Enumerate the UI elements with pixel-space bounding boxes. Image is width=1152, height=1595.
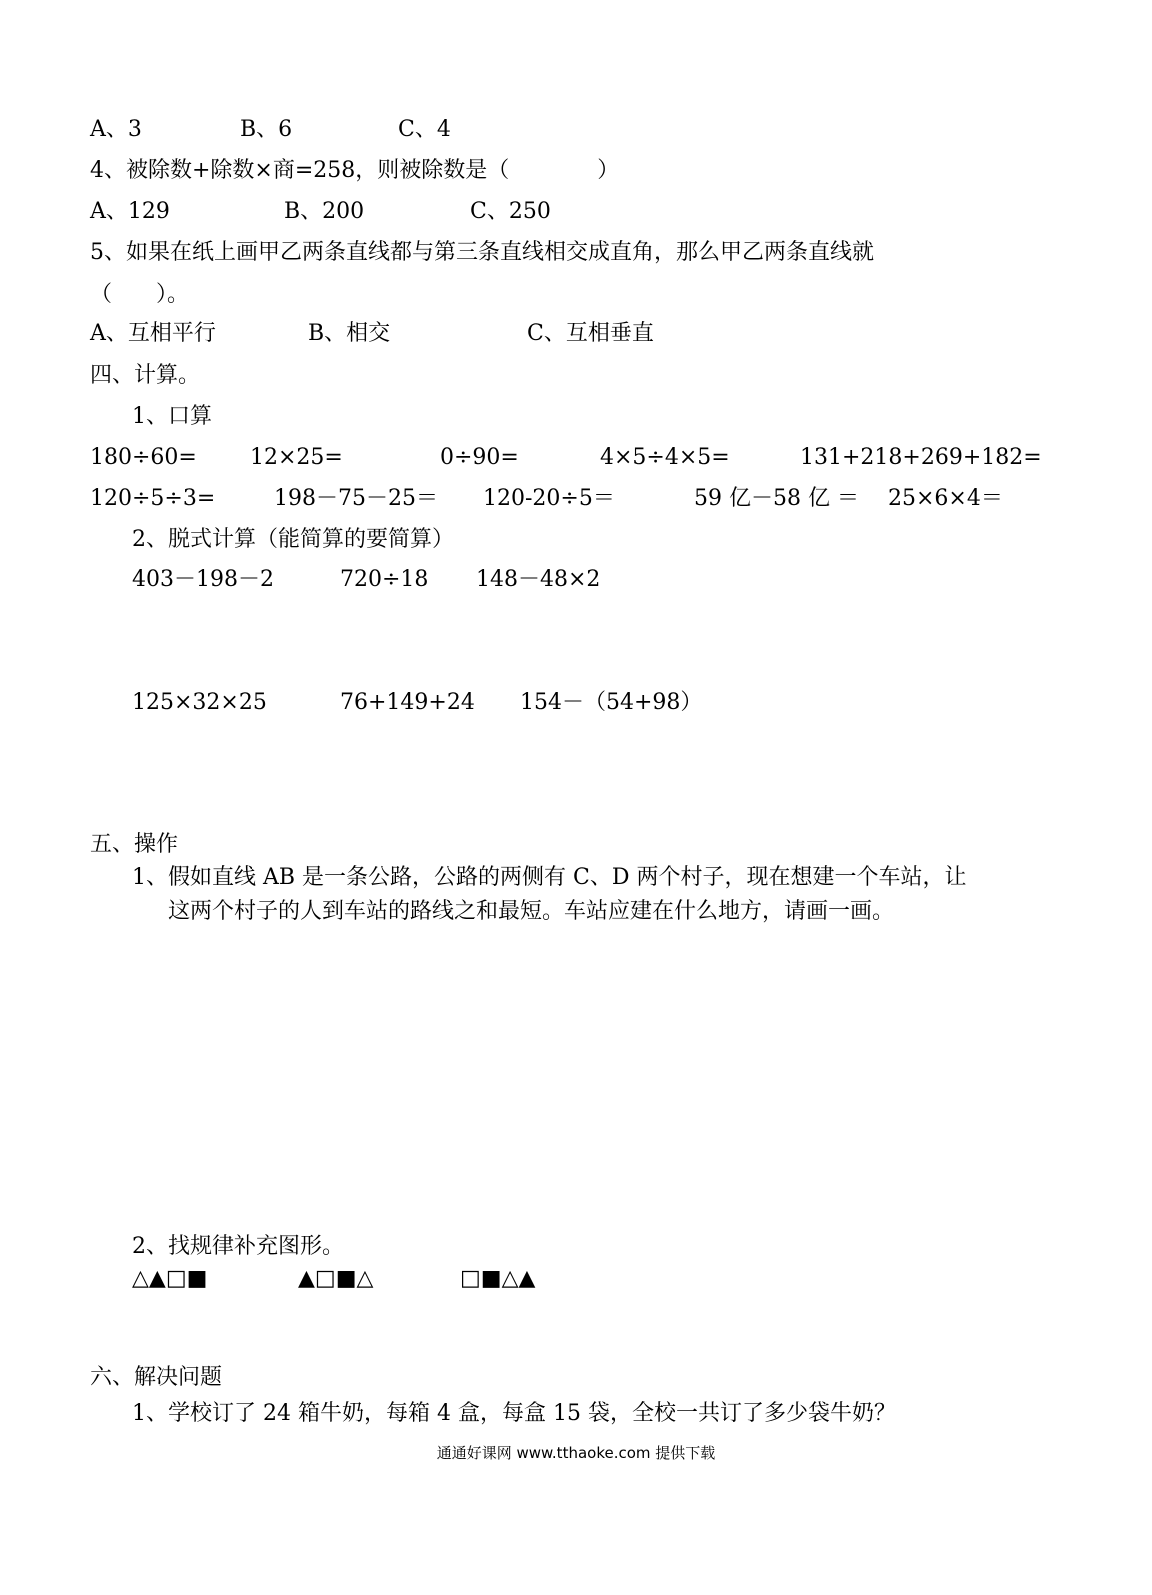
q3-option-c: C、4 xyxy=(398,117,451,142)
calc-problem: 148－48×2 xyxy=(476,567,601,592)
shape-pattern: ▲□■△ xyxy=(298,1266,374,1291)
section4-calc-heading: 2、脱式计算（能简算的要简算） xyxy=(132,527,454,552)
q4-stem: 4、被除数+除数×商=258，则被除数是（ ） xyxy=(90,158,620,183)
oral-problem: 131+218+269+182= xyxy=(800,445,1042,470)
q4-option-c: C、250 xyxy=(470,199,551,224)
q5-stem: 5、如果在纸上画甲乙两条直线都与第三条直线相交成直角，那么甲乙两条直线就 xyxy=(90,240,874,265)
q5-stem-continued: （ ）。 xyxy=(90,282,190,307)
oral-problem: 120÷5÷3= xyxy=(90,486,216,511)
page-footer: 通通好课网 www.tthaoke.com 提供下载 xyxy=(436,1444,716,1462)
q5-option-a: A、互相平行 xyxy=(90,321,216,346)
oral-problem: 12×25= xyxy=(250,445,343,470)
q5-option-c: C、互相垂直 xyxy=(527,321,654,346)
oral-problem: 25×6×4＝ xyxy=(888,486,1003,511)
section5-q1-line2: 这两个村子的人到车站的路线之和最短。车站应建在什么地方，请画一画。 xyxy=(168,899,895,924)
section4-oral-heading: 1、口算 xyxy=(132,404,212,429)
oral-problem: 4×5÷4×5= xyxy=(600,445,730,470)
q4-option-b: B、200 xyxy=(284,199,365,224)
oral-problem: 180÷60= xyxy=(90,445,197,470)
section4-title: 四、计算。 xyxy=(90,363,201,388)
section5-title: 五、操作 xyxy=(90,832,179,857)
section6-title: 六、解决问题 xyxy=(90,1365,223,1390)
section5-q2: 2、找规律补充图形。 xyxy=(132,1234,344,1259)
section6-q1: 1、学校订了 24 箱牛奶，每箱 4 盒，每盒 15 袋，全校一共订了多少袋牛奶？ xyxy=(132,1401,896,1426)
oral-problem: 120-20÷5＝ xyxy=(483,486,615,511)
calc-problem: 76+149+24 xyxy=(340,690,475,715)
q4-option-a: A、129 xyxy=(90,199,170,224)
calc-problem: 154－（54+98） xyxy=(520,690,703,715)
calc-problem: 720÷18 xyxy=(340,567,429,592)
section5-q1-line1: 1、假如直线 AB 是一条公路，公路的两侧有 C、D 两个村子，现在想建一个车站，让 xyxy=(132,865,967,890)
shape-pattern: △▲□■ xyxy=(132,1266,208,1291)
q3-option-b: B、6 xyxy=(240,117,293,142)
shape-pattern: □■△▲ xyxy=(460,1266,536,1291)
oral-problem: 59 亿－58 亿 ＝ xyxy=(694,486,859,511)
calc-problem: 403－198－2 xyxy=(132,567,274,592)
q5-option-b: B、相交 xyxy=(308,321,391,346)
q3-option-a: A、3 xyxy=(90,117,142,142)
oral-problem: 198－75－25＝ xyxy=(274,486,438,511)
oral-problem: 0÷90= xyxy=(440,445,519,470)
calc-problem: 125×32×25 xyxy=(132,690,267,715)
